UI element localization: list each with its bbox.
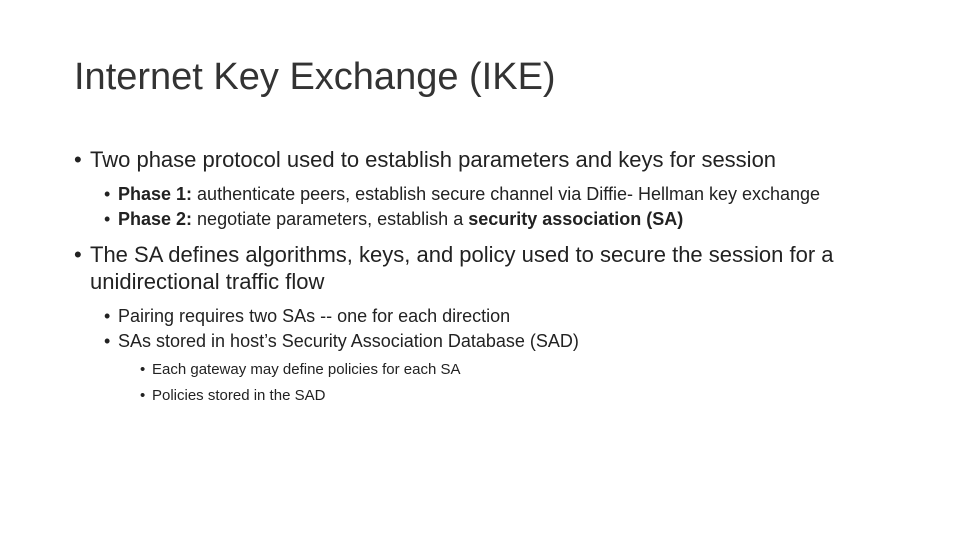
slide-title: Internet Key Exchange (IKE) bbox=[74, 56, 556, 98]
phase-2-text: negotiate parameters, establish a bbox=[192, 209, 469, 229]
phase-2-label: Phase 2: bbox=[118, 209, 193, 229]
bullet-sa-defines bbox=[74, 241, 904, 295]
bullet-icon: • bbox=[104, 331, 111, 351]
bullet-icon: • bbox=[140, 387, 146, 404]
bullet-gateway-policies bbox=[140, 360, 904, 379]
phase-1-text: authenticate peers, establish secure channel via Diffie- Hellman key exchange bbox=[192, 184, 821, 204]
bullet-text: The SA defines algorithms, keys, and policy used to secure the session for a unidirectional traffic flow bbox=[90, 242, 834, 294]
bullet-policies-stored bbox=[140, 386, 904, 405]
bullet-text: Each gateway may define policies for each SA bbox=[152, 361, 461, 378]
bullet-text bbox=[118, 208, 904, 230]
bullet-icon: • bbox=[74, 147, 82, 172]
bullet-icon: • bbox=[140, 361, 146, 378]
bullet-text: SAs stored in host’s Security Association Database (SAD) bbox=[118, 331, 579, 351]
bullet-icon: • bbox=[74, 242, 82, 267]
bullet-text: Two phase protocol used to establish parameters and keys for session bbox=[90, 147, 777, 172]
bullet-phase-2 bbox=[104, 208, 904, 230]
slide-body bbox=[74, 146, 904, 405]
bullet-icon: • bbox=[104, 306, 111, 326]
bullet-text: Pairing requires two SAs -- one for each direction bbox=[118, 306, 511, 326]
bullet-icon: • bbox=[104, 209, 111, 229]
bullet-phase-1 bbox=[104, 183, 904, 205]
bullet-text bbox=[118, 183, 904, 205]
phase-1-label: Phase 1: bbox=[118, 184, 193, 204]
bullet-sad bbox=[104, 330, 904, 352]
phase-2-emphasis: security association (SA) bbox=[468, 209, 684, 229]
bullet-ike-two-phase bbox=[74, 146, 904, 173]
bullet-pairing bbox=[104, 305, 904, 327]
bullet-icon: • bbox=[104, 184, 111, 204]
bullet-text: Policies stored in the SAD bbox=[152, 387, 326, 404]
